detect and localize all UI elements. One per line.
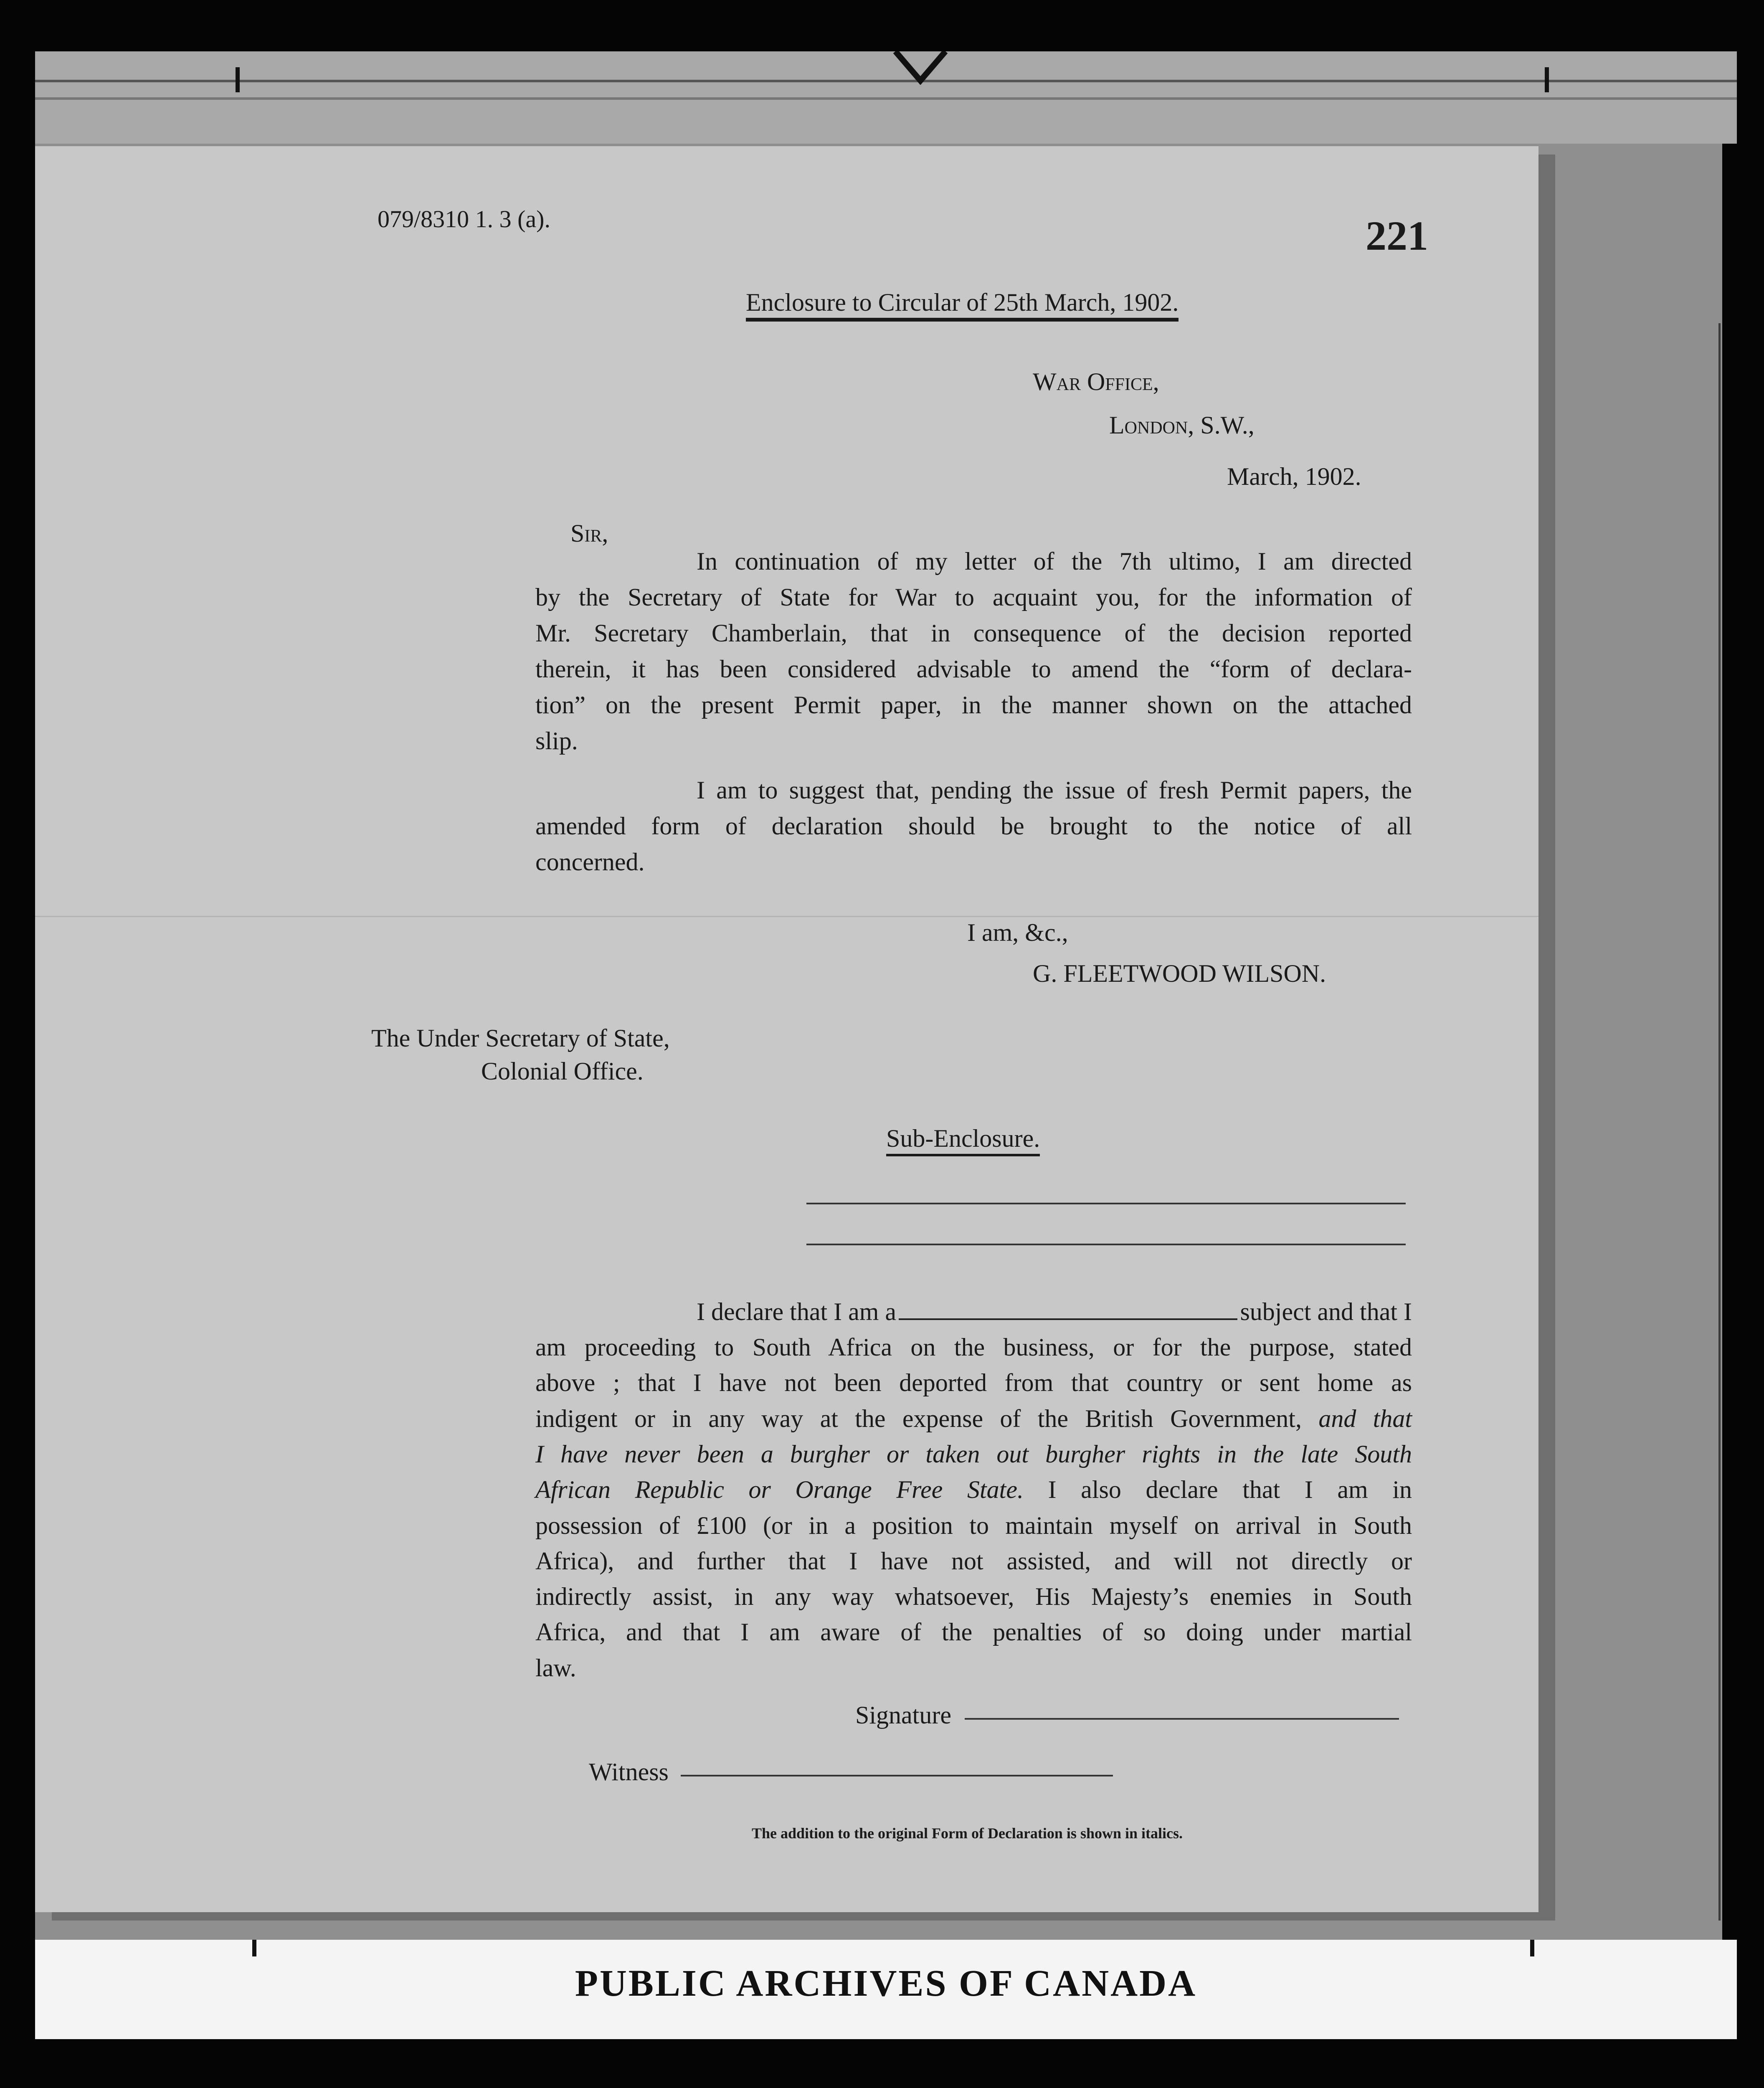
recipient-line-2: Colonial Office. [481, 1057, 644, 1085]
italic-addition-text: and that [1318, 1404, 1412, 1432]
witness-line [681, 1775, 1113, 1776]
archive-footer [35, 1940, 1737, 2039]
declaration-text: am proceeding to South Africa on the business, or for the purpose, stated [535, 1333, 1412, 1361]
microfilm-top-band [35, 51, 1737, 144]
blank-line [806, 1203, 1406, 1204]
salutation: Sir, [570, 519, 608, 547]
paragraph-line: amended form of declaration should be brought to the notice of all [535, 812, 1412, 840]
declaration-text: indigent or in any way at the expense of the British Government, [535, 1404, 1319, 1432]
declaration-line [535, 1437, 1412, 1471]
edge-line [1718, 323, 1721, 1921]
paragraph-line: by the Secretary of State for War to acquaint you, for the information of [535, 583, 1412, 611]
frame-notch-icon [891, 51, 950, 85]
paragraph-line: I am to suggest that, pending the issue of fresh Permit papers, the [697, 776, 1412, 804]
closing: I am, &c., [967, 919, 1068, 946]
declaration-text: above ; that I have not been deported from that country or sent home as [535, 1369, 1412, 1397]
sub-enclosure-wrap [886, 1122, 1040, 1155]
paragraph-line: In continuation of my letter of the 7th ultimo, I am directed [697, 547, 1412, 575]
blank-line [806, 1244, 1406, 1245]
footnote: The addition to the original Form of Declaration is shown in italics. [751, 1825, 1183, 1842]
divider [35, 80, 1737, 82]
witness-label: Witness [589, 1758, 669, 1786]
address-city: London, S.W., [1109, 411, 1255, 439]
frame-tick [236, 67, 240, 92]
declaration-text: Africa, and that I am aware of the penalties of so doing under martial [535, 1618, 1412, 1646]
page-fold [35, 916, 1538, 917]
declaration-line [535, 1509, 1412, 1542]
italic-addition-text: African Republic or Orange Free State. [535, 1476, 1024, 1504]
declaration-first-line [535, 1295, 1412, 1328]
declaration-text: Africa), and further that I have not assisted, and will not directly or [535, 1547, 1412, 1575]
declaration-line [535, 1402, 1412, 1435]
italic-addition-text: I have never been a burgher or taken out burgher rights in the late South [535, 1440, 1412, 1468]
reference-number: 079/8310 1. 3 (a). [378, 205, 550, 233]
declaration-suffix: subject and that I [1240, 1298, 1412, 1325]
declaration-line [535, 1473, 1412, 1506]
declaration-prefix: I declare that I am a [697, 1298, 897, 1325]
paragraph-line: tion” on the present Permit paper, in the manner shown on the attached [535, 691, 1412, 719]
paragraph-line: therein, it has been considered advisable to amend the “form of declara- [535, 655, 1412, 683]
sub-enclosure-heading: Sub-Enclosure. [886, 1125, 1040, 1156]
paragraph-line: slip. [535, 727, 578, 755]
archive-stamp: PUBLIC ARCHIVES OF CANADA [575, 1963, 1197, 2004]
declaration-line [535, 1580, 1412, 1613]
paragraph-line: concerned. [535, 848, 645, 876]
frame-tick [1545, 67, 1549, 92]
nationality-blank [899, 1297, 1237, 1320]
address-office: War Office, [1033, 368, 1159, 395]
page-number: 221 [1366, 213, 1428, 259]
frame-tick [1530, 1940, 1534, 1956]
declaration-text: possession of £100 (or in a position to maintain myself on arrival in South [535, 1511, 1412, 1539]
declaration-text: law. [535, 1654, 576, 1682]
declaration-line [535, 1330, 1412, 1364]
declaration-line [535, 1366, 1412, 1399]
signature-label: Signature [855, 1701, 951, 1729]
paragraph-line: Mr. Secretary Chamberlain, that in consequence of the decision reported [535, 619, 1412, 647]
signature-line [965, 1718, 1399, 1720]
declaration-line [535, 1544, 1412, 1578]
signatory: G. FLEETWOOD WILSON. [1033, 960, 1326, 987]
declaration-text: indirectly assist, in any way whatsoever, His Majesty’s enemies in South [535, 1583, 1412, 1611]
frame-tick [252, 1940, 256, 1956]
address-date: March, 1902. [1227, 463, 1361, 490]
enclosure-heading-wrap [746, 286, 1179, 319]
declaration-line [535, 1651, 1412, 1685]
declaration-text: I also declare that I am in [1023, 1476, 1412, 1504]
enclosure-heading: Enclosure to Circular of 25th March, 1902. [746, 289, 1179, 322]
declaration-line [535, 1615, 1412, 1649]
recipient-line-1: The Under Secretary of State, [371, 1024, 670, 1052]
divider [35, 97, 1737, 100]
